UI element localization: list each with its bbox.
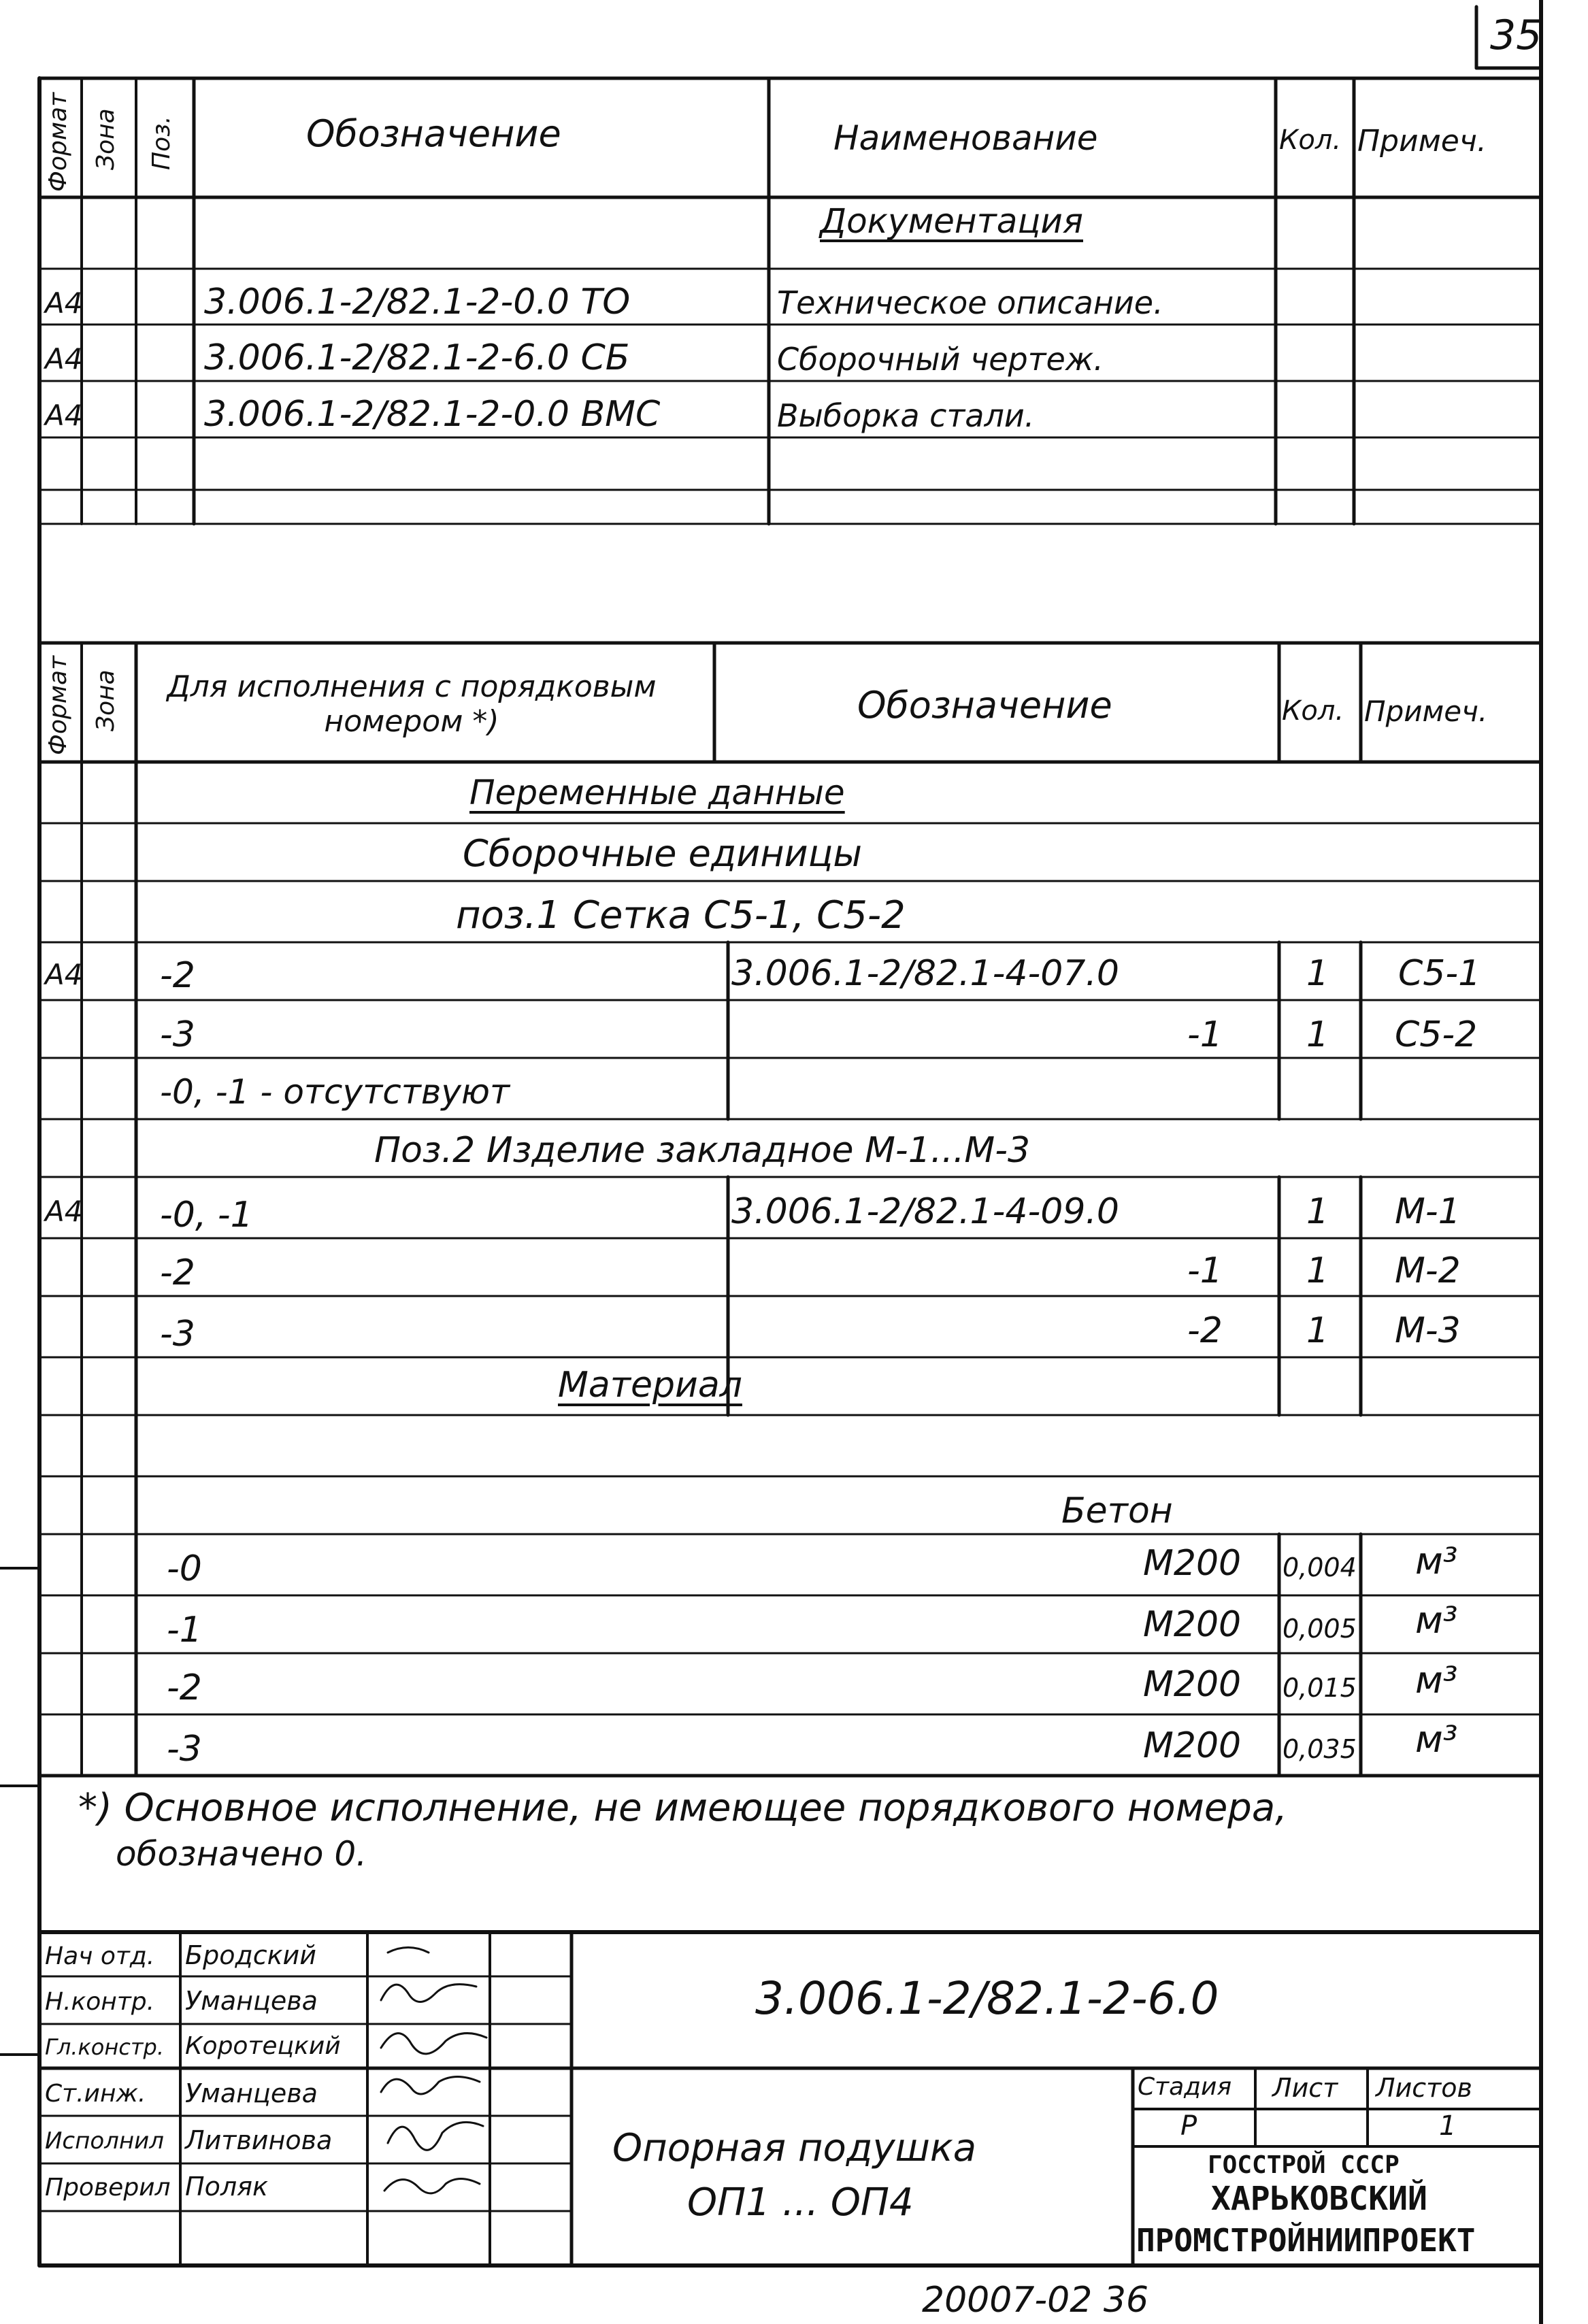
material-row-3-unit: м³ <box>1415 1659 1458 1702</box>
pos2-row-1-designation: 3.006.1-2/82.1-4-09.0 <box>731 1191 1120 1232</box>
pos2-row-2-designation: -1 <box>1187 1250 1223 1291</box>
sig-role-4: Ст.инж. <box>45 2080 146 2108</box>
pos1-row-2-note: С5-2 <box>1395 1014 1478 1055</box>
sig-role-5: Исполнил <box>45 2127 164 2155</box>
pos2-row-1-format: А4 <box>45 1195 83 1228</box>
material-row-3-qty: 0,015 <box>1283 1673 1357 1703</box>
material-row-1-grade: М200 <box>1143 1543 1242 1584</box>
header-pos: Поз. <box>148 116 176 170</box>
pos1-row-1-qty: 1 <box>1306 953 1329 994</box>
doc-row-3-name: Выборка стали. <box>777 397 1035 434</box>
material-row-1-qty: 0,004 <box>1283 1553 1357 1582</box>
pos2-row-2-exec: -2 <box>160 1252 195 1293</box>
doc-row-2-name: Сборочный чертеж. <box>777 341 1104 378</box>
variants-header-note: Примеч. <box>1364 695 1488 728</box>
pos2-row-3-designation: -2 <box>1187 1310 1223 1351</box>
org-line-2: ХАРЬКОВСКИЙ <box>1211 2180 1427 2218</box>
variants-header-format: Формат <box>44 655 72 755</box>
header-zone: Зона <box>92 108 120 170</box>
material-row-4-qty: 0,035 <box>1283 1734 1357 1764</box>
material-row-2-exec: -1 <box>167 1610 202 1650</box>
pos2-row-2-note: М-2 <box>1395 1250 1461 1291</box>
title-assembly-units: Сборочные единицы <box>463 832 863 875</box>
sig-name-4: Уманцева <box>185 2078 318 2108</box>
stage-value: Р <box>1180 2110 1197 2142</box>
pos2-row-3-note: М-3 <box>1395 1310 1461 1351</box>
sheets-label: Листов <box>1376 2073 1472 2103</box>
material-row-4-grade: М200 <box>1143 1725 1242 1766</box>
material-row-3-exec: -2 <box>167 1667 202 1708</box>
doc-row-2-format: А4 <box>45 342 83 376</box>
pos2-row-1-exec: -0, -1 <box>160 1195 253 1235</box>
doc-row-1-designation: 3.006.1-2/82.1-2-0.0 ТО <box>204 282 631 322</box>
doc-row-3-format: А4 <box>45 399 83 432</box>
header-designation: Обозначение <box>306 112 561 155</box>
pos1-row-2-exec: -3 <box>160 1014 195 1055</box>
pos1-row-3-exec: -0, -1 - отсутствуют <box>160 1072 510 1112</box>
material-row-3-grade: М200 <box>1143 1664 1242 1705</box>
org-line-3: ПРОМСТРОЙНИИПРОЕКТ <box>1136 2222 1476 2259</box>
pos1-row-1-designation: 3.006.1-2/82.1-4-07.0 <box>731 953 1120 994</box>
header-name: Наименование <box>833 118 1098 158</box>
stage-label: Стадия <box>1138 2073 1232 2101</box>
sig-role-1: Нач отд. <box>45 1942 155 1970</box>
variants-header-for-exec: Для исполнения с порядковым номером *) <box>167 669 657 739</box>
section-title-documentation: Документация <box>820 201 1083 241</box>
doc-row-3-designation: 3.006.1-2/82.1-2-0.0 ВМС <box>204 394 661 435</box>
pos1-row-2-designation: -1 <box>1187 1014 1223 1055</box>
variants-header-qty: Кол. <box>1282 695 1344 727</box>
sig-role-6: Проверил <box>45 2174 171 2202</box>
material-row-2-qty: 0,005 <box>1283 1614 1357 1644</box>
pos1-row-1-format: А4 <box>45 958 83 991</box>
material-row-4-unit: м³ <box>1415 1718 1458 1761</box>
pos2-row-1-note: М-1 <box>1395 1191 1461 1232</box>
sig-name-2: Уманцева <box>185 1986 318 2016</box>
footnote-line-2: обозначено 0. <box>116 1834 367 1874</box>
header-note: Примеч. <box>1357 124 1487 159</box>
doc-row-1-name: Техническое описание. <box>777 284 1163 321</box>
sig-role-3: Гл.констр. <box>45 2034 164 2060</box>
sig-role-2: Н.контр. <box>45 1988 155 2016</box>
sig-name-6: Поляк <box>185 2172 268 2202</box>
sheet-label: Лист <box>1272 2073 1338 2103</box>
pos2-row-2-qty: 1 <box>1306 1250 1329 1291</box>
product-name-line-1: Опорная подушка <box>612 2126 977 2170</box>
pos1-row-1-exec: -2 <box>160 955 195 996</box>
pos2-row-3-exec: -3 <box>160 1314 195 1355</box>
material-row-1-unit: м³ <box>1415 1540 1458 1582</box>
pos1-title: поз.1 Сетка С5-1, С5-2 <box>456 893 906 937</box>
material-row-1-exec: -0 <box>167 1548 202 1589</box>
header-qty: Кол. <box>1279 124 1342 156</box>
bottom-code: 20007-02 36 <box>922 2280 1149 2321</box>
title-variable-data: Переменные данные <box>469 773 845 812</box>
org-line-1: ГОССТРОЙ СССР <box>1208 2151 1400 2179</box>
footnote-line-1: *) Основное исполнение, не имеющее порядкового номера, <box>78 1786 1287 1830</box>
doc-row-1-format: А4 <box>45 286 83 320</box>
doc-code: 3.006.1-2/82.1-2-6.0 <box>755 1972 1219 2025</box>
variants-header-designation: Обозначение <box>857 684 1112 727</box>
doc-row-2-designation: 3.006.1-2/82.1-2-6.0 СБ <box>204 337 630 378</box>
sig-name-1: Бродский <box>185 1940 316 1970</box>
variants-header-zone: Зона <box>92 669 120 731</box>
header-format: Формат <box>44 92 72 192</box>
pos2-title: Поз.2 Изделие закладное М-1...М-3 <box>374 1130 1031 1171</box>
pos1-row-1-note: С5-1 <box>1398 953 1481 994</box>
material-subtitle: Бетон <box>1061 1491 1173 1531</box>
pos2-row-1-qty: 1 <box>1306 1191 1329 1232</box>
pos1-row-2-qty: 1 <box>1306 1014 1329 1055</box>
material-row-4-exec: -3 <box>167 1729 202 1770</box>
page-number: 35 <box>1490 12 1542 59</box>
sig-name-5: Литвинова <box>185 2125 333 2155</box>
material-row-2-unit: м³ <box>1415 1599 1458 1642</box>
material-row-2-grade: М200 <box>1143 1604 1242 1645</box>
sheets-value: 1 <box>1439 2110 1457 2142</box>
pos2-row-3-qty: 1 <box>1306 1310 1329 1351</box>
material-title: Материал <box>558 1365 742 1406</box>
product-name-line-2: ОП1 ... ОП4 <box>687 2180 914 2225</box>
sig-name-3: Коротецкий <box>185 2032 341 2060</box>
